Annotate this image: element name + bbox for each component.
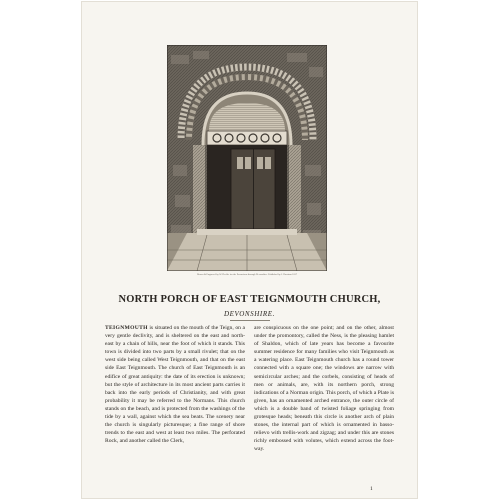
paragraph-left-text: is situated on the mouth of the Teign, on a very gentle declivity, and is sheltered on the east and north-east by a chain of hills, near the foot of which it stands. This town is divided into two parts by a small rivulet; that on the west side being called West Teignmouth, and that on the east side East Teignmouth. The church of East Teignmouth is an edifice of great antiquity: the date of its erection is unknown; but the style of architecture in its most ancient parts carries it back into the early periods of Christianity, and with great probability it may be referred to the Normans. This church stands on the beach, and is protected from the washings of the tide by a wall, against which the sea beats. The scenery near the church is singularly picturesque; a fine range of shore trends to the east and west at least two miles. The perforated Rock, and another called the Clerk, [105, 325, 245, 445]
body-text [105, 324, 394, 484]
engraving-plate [167, 45, 327, 271]
porch-engraving-image [167, 45, 327, 271]
plate-caption: Drawn & Engraved by W. Deeble for the Excursions through Devonshire. Published by J. Harrison 1817 [196, 273, 298, 276]
text-column-right [254, 324, 394, 484]
text-column-left [105, 324, 245, 484]
paragraph-right: are conspicuous on the one point; and on the other, almost under the promontory, called the Ness, is the pleasing hamlet of Shaldon, which of late years has become a favourite summer residence for many families who visit Teignmouth as a watering place. East Teignmouth church has a round tower connected with a square one; the windows are narrow with semicircular arches; and the corbels, consisting of heads of men or animals, are, with its northern porch, strong indications of a Norman origin. This porch, of which a Plate is given, has an ornamented arched entrance, the outer circle of which is a double band of twisted foliage springing from grotesque heads; beneath this circle is another arch of plain stones, the internal part of which is ornamented in basso-relievo with trellis-work and zigzag; and under this are stones richly embossed with volutes, which extend across the foot-way. [254, 325, 394, 453]
page-subtitle: DEVONSHIRE. [224, 310, 275, 318]
paragraph-left [105, 324, 245, 445]
page-title: NORTH PORCH OF EAST TEIGNMOUTH CHURCH, [118, 294, 381, 305]
title-rule [230, 320, 270, 321]
page-sheet [82, 2, 417, 498]
lead-word: TEIGNMOUTH [105, 325, 148, 331]
page-number: 1 [370, 486, 373, 492]
